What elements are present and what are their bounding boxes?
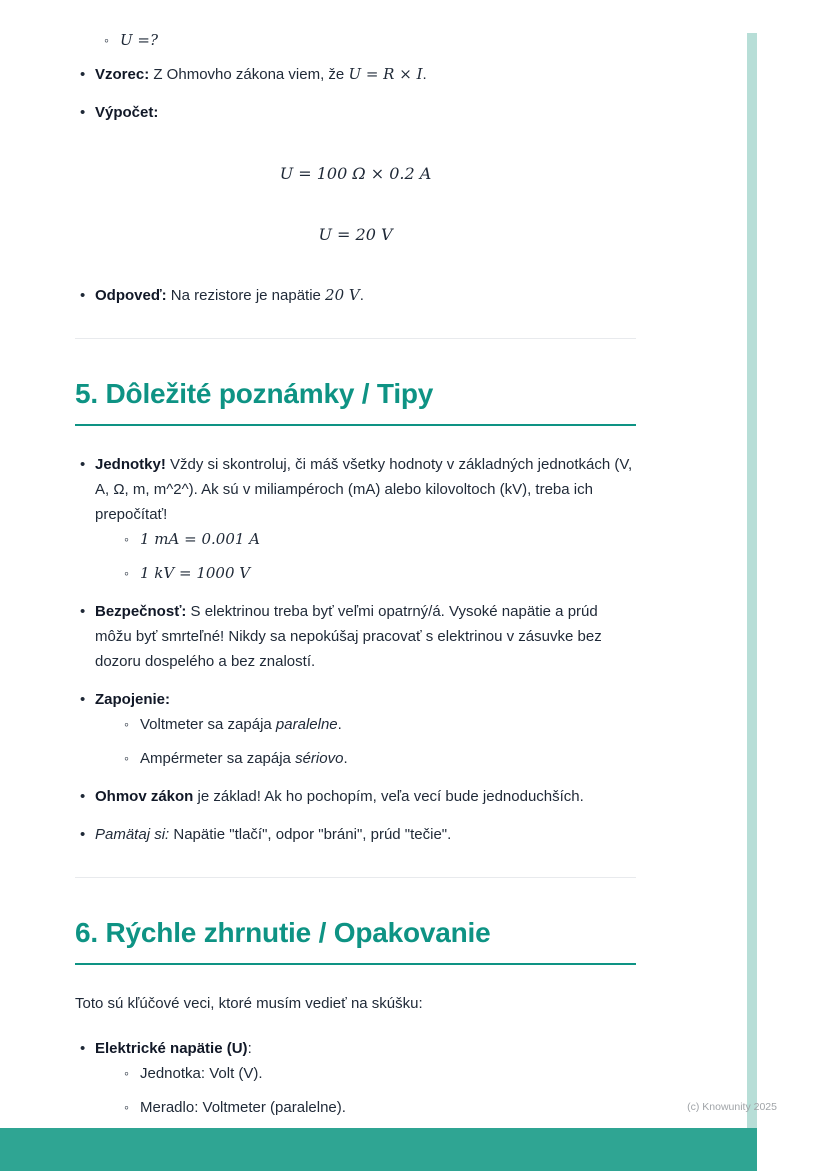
sub-bullet-icon: ◦ [124,716,129,732]
sub-bullet-icon: ◦ [124,750,129,766]
solution-list [75,62,636,125]
bullet-icon: • [80,287,86,304]
list-item-text [95,287,364,304]
bullet-icon: • [80,1040,86,1057]
list-item [75,28,636,53]
inline-math: 1 mA = 0.001 A [140,530,261,548]
section-6 [75,916,636,1158]
list-item-jednotky [75,452,636,586]
term-label: Zapojenie: [95,691,171,708]
list-item [95,1061,636,1086]
text-run: Voltmeter sa zapája [140,716,276,733]
bullet-icon: • [80,691,86,708]
list-item-text: Meradlo: Voltmeter (paralelne). [140,1099,346,1116]
text-run: Z Ohmovho zákona viem, že [149,66,349,83]
text-run: . [337,716,342,733]
list-item-zapojenie [75,687,636,771]
bullet-icon: • [80,603,86,620]
list-item-text [95,788,584,805]
footer-accent-bar [0,1128,757,1171]
text-run: Vždy si skontroluj, či máš všetky hodnoty v základných jednotkách (V, A, Ω, m, m^2^). Ak sú v miliampéroch (mA) alebo kilovoltoch (kV), treba ich prepočítať! [95,456,633,523]
term-label: Ohmov zákon [95,788,194,805]
text-run: . [343,750,348,767]
list-item-vzorec [75,62,636,87]
text-run: Na rezistore je napätie [166,287,326,304]
emphasis-text: Pamätaj si: [95,826,170,843]
list-item [95,1095,636,1120]
text-run: Napätie "tlačí", odpor "bráni", prúd "tečie". [169,826,452,843]
answer-list [75,283,636,308]
list-item [95,712,636,737]
jednotky-sublist [95,527,636,586]
text-run: Ampérmeter sa zapája [140,750,296,767]
sub-bullet-icon: ◦ [124,565,129,581]
text-run: . [359,287,364,304]
emphasis-text: sériovo [295,750,344,767]
list-item-text [95,104,158,121]
bullet-icon: • [80,104,86,121]
tips-list [75,452,636,847]
display-equation: U = 100 Ω × 0.2 A [279,164,432,183]
section-5 [75,377,636,847]
list-item-text [95,456,632,523]
copyright-credit: (c) Knowunity 2025 [687,1101,777,1113]
list-item-pamataj [75,822,636,847]
inline-math: 1 kV = 1000 V [140,564,251,582]
term-label: Výpočet: [95,104,159,121]
list-item-odpoved [75,283,636,308]
emphasis-text: paralelne [275,716,338,733]
bullet-icon: • [80,788,86,805]
text-run: je základ! Ak ho pochopím, veľa vecí bude jednoduchších. [193,788,584,805]
sub-bullet-icon: ◦ [124,1099,129,1115]
list-item-text [95,691,170,708]
term-label: Elektrické napätie (U) [95,1040,248,1057]
term-label: Bezpečnosť: [95,603,187,620]
display-equation: U = 20 V [318,225,393,244]
sub-bullet-icon: ◦ [104,32,109,48]
list-item-text [95,826,451,843]
section-6-title: 6. Rýchle zhrnutie / Opakovanie [75,916,636,965]
term-label: Vzorec: [95,66,150,83]
list-item-text: Jednotka: Volt (V). [140,1065,263,1082]
section-divider [75,338,636,339]
section-5-title: 5. Dôležité poznámky / Tipy [75,377,636,426]
list-item-text [140,750,348,767]
sub-bullet-icon: ◦ [124,1065,129,1081]
inline-math: U =? [120,31,159,49]
list-item-bezpecnost [75,599,636,674]
term-label: Jednotky! [95,456,166,473]
list-item-text [95,1040,252,1057]
bullet-icon: • [80,826,86,843]
list-item-vypocet [75,100,636,125]
text-run: . [422,66,427,83]
document-content [75,28,636,1171]
section-6-intro: Toto sú kľúčové veci, ktoré musím vedieť na skúšku: [75,995,423,1012]
list-item [95,527,636,552]
page-edge-accent-strip [747,33,757,1171]
inline-math: U = R × I [348,65,423,83]
list-item [95,746,636,771]
list-item-ohmov [75,784,636,809]
list-item-text [140,716,342,733]
bullet-icon: • [80,456,86,473]
sub-bullet-icon: ◦ [124,531,129,547]
text-run: S elektrinou treba byť veľmi opatrný/á. Vysoké napätie a prúd môžu byť smrteľné! Nikdy sa nepokúšaj pracovať s elektrinou v zásuvke bez dozoru dospelého a bez znalostí. [95,603,602,670]
bullet-icon: • [80,66,86,83]
given-values-sublist [75,28,636,53]
list-item [95,561,636,586]
term-label: Odpoveď: [95,287,167,304]
inline-math: 20 V [325,286,360,304]
list-item-text [95,603,602,670]
zapojenie-sublist [95,712,636,771]
section-divider [75,877,636,878]
list-item-text [95,66,427,83]
text-run: : [247,1040,252,1057]
